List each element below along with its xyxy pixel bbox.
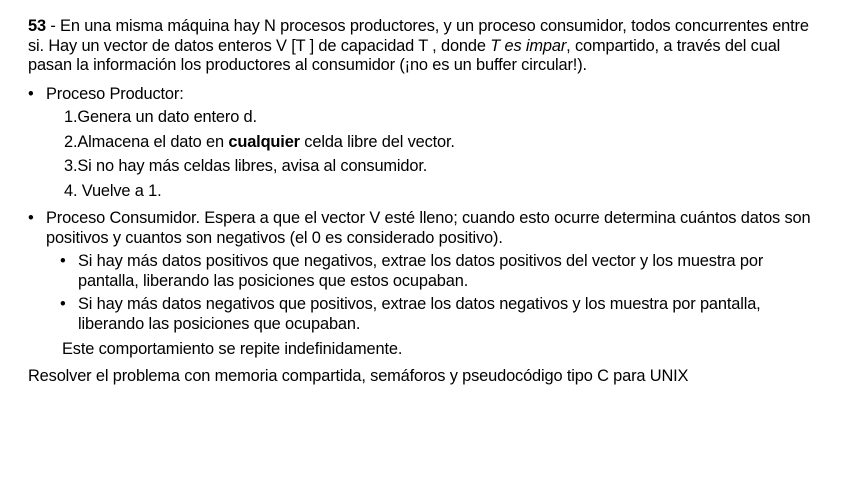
statement-text-b: , compartido, a través del cual pasan la información los productores al consumidor (¡no es un buffer circular!).: [28, 36, 781, 74]
statement-italic: T es impar: [490, 36, 567, 55]
step-2-bold: cualquier: [228, 132, 300, 151]
problem-statement: [28, 17, 828, 76]
consumer-repeat-note: Este comportamiento se repite indefinidamente.: [62, 340, 403, 358]
producer-steps: [64, 108, 828, 206]
consumer-title: Proceso Consumidor. Espera a que el vector V esté lleno; cuando esto ocurre determina cuántos datos son positivos y cuantos son negativos (el 0 es considerado positivo).: [46, 209, 811, 247]
consumer-bullet: [28, 209, 828, 248]
producer-step-4: 4. Vuelve a 1.: [64, 181, 162, 200]
step-2-text-pre: 2.Almacena el dato en: [64, 132, 229, 151]
producer-step-1: 1.Genera un dato entero d.: [64, 108, 257, 126]
consumer-sub-2-text: Si hay más datos negativos que positivos, extrae los datos negativos y los muestra por pantalla, liberando las posiciones que ocupaban.: [78, 295, 761, 333]
problem-number: 53: [28, 17, 46, 35]
bullet-icon: •: [28, 84, 34, 103]
consumer-sub-bullet-1: [28, 252, 828, 291]
bullet-icon: •: [60, 295, 66, 313]
bullet-icon: •: [60, 252, 66, 270]
bullet-icon: •: [28, 209, 34, 227]
producer-bullet: [28, 85, 828, 105]
step-2-text-post: celda libre del vector.: [299, 132, 455, 151]
producer-title: Proceso Productor:: [46, 84, 184, 103]
consumer-sub-bullet-2: [28, 295, 828, 334]
statement-text-a: - En una misma máquina hay N procesos productores, y un proceso consumidor, todos concurrentes entre si. Hay un vector de datos enteros V [T ] de capacidad T , donde: [28, 17, 809, 55]
consumer-sub-1-text: Si hay más datos positivos que negativos, extrae los datos positivos del vector y los muestra por pantalla, liberando las posiciones que estos ocupaban.: [78, 252, 764, 290]
producer-step-3: 3.Si no hay más celdas libres, avisa al consumidor.: [64, 157, 428, 175]
final-instruction: Resolver el problema con memoria compartida, semáforos y pseudocódigo tipo C para UNIX: [28, 366, 689, 385]
producer-step-2: [64, 133, 828, 158]
